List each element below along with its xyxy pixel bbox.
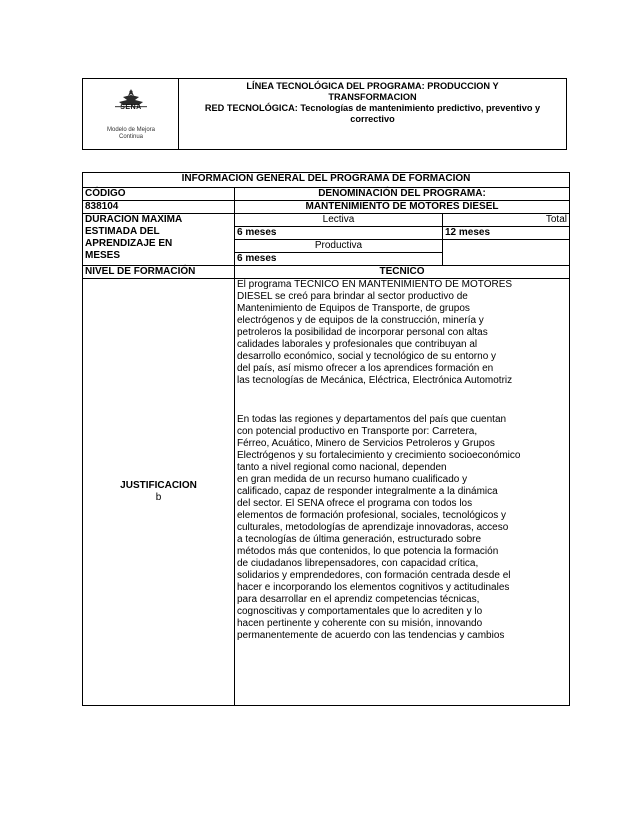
justification-line: culturales, metodologías de aprendizaje innovadoras, acceso [237, 522, 509, 533]
justification-line: a tecnologías de última generación, estructurado sobre [237, 534, 482, 545]
justification-line: hacer e incorporando los elementos cognitivos y actitudinales [237, 582, 510, 593]
sena-logo-icon [95, 87, 167, 117]
justification-line: Mantenimiento de Equipos de Transporte, de grupos [237, 303, 470, 314]
justification-line: métodos más que contenidos, lo que potencia la formación [237, 546, 499, 557]
section-title: INFORMACION GENERAL DEL PROGRAMA DE FORMACION [83, 173, 570, 188]
justification-line: en gran medida de un recurso humano cualificado y [237, 474, 468, 485]
justification-line: permanentemente de acuerdo con las tendencias y cambios [237, 630, 505, 641]
total-value: 12 meses [443, 227, 570, 240]
justification-line: calificado, capaz de responder integralmente a la dinámica [237, 486, 498, 497]
justification-paragraph-1 [237, 279, 567, 387]
paragraph-gap [237, 387, 567, 414]
total-label: Total [443, 214, 570, 227]
duration-label-line-4: MESES [85, 250, 121, 261]
header-line-2: TRANSFORMACION [328, 92, 417, 102]
logo-cell [83, 79, 179, 149]
header-line-4: correctivo [350, 114, 395, 124]
justification-line: Electrógenos y su fortalecimiento y crecimiento socioeconómico [237, 450, 521, 461]
justification-label-cell [83, 279, 235, 706]
code-value: 838104 [83, 201, 235, 214]
justification-text [235, 279, 570, 706]
logo-brand-text: SENA [120, 104, 142, 111]
justification-sub: b [155, 492, 162, 503]
code-label: CÓDIGO [83, 188, 235, 201]
justification-paragraph-2 [237, 414, 567, 642]
justification-line: desarrollo económico, social y tecnológico de su entorno y [237, 351, 497, 362]
productiva-value: 6 meses [235, 253, 443, 266]
justification-line: En todas las regiones y departamentos del país que cuentan [237, 414, 507, 425]
document-header [82, 78, 567, 150]
justification-line: de ciudadanos librepensadores, con capacidad crítica, [237, 558, 479, 569]
header-title [179, 79, 566, 149]
justification-line: del sector. El SENA ofrece el programa con todos los [237, 498, 473, 509]
level-value: TECNICO [235, 266, 570, 279]
duration-label-line-3: APRENDIZAJE EN [85, 238, 173, 249]
total-empty-cell [443, 240, 570, 266]
justification-line: para desarrollar en el aprendiz competencias técnicas, [237, 594, 480, 605]
justification-line: solidarios y emprendedores, con formación centrada desde el [237, 570, 511, 581]
justification-line: Férreo, Acuático, Minero de Servicios Petroleros y Grupos [237, 438, 495, 449]
logo-caption-line2: Continua [118, 134, 144, 140]
lectiva-label: Lectiva [235, 214, 443, 227]
logo-caption-line1: Modelo de Mejora [106, 127, 156, 133]
header-line-1: LÍNEA TECNOLÓGICA DEL PROGRAMA: PRODUCCION Y [246, 81, 499, 91]
duration-label [83, 214, 235, 266]
justification-line: tanto a nivel regional como nacional, dependen [237, 462, 447, 473]
level-label: NIVEL DE FORMACIÓN [83, 266, 235, 279]
program-name-label: DENOMINACIÓN DEL PROGRAMA: [235, 188, 570, 201]
justification-line: elementos de formación profesional, sociales, tecnológicos y [237, 510, 507, 521]
justification-line: petroleros la posibilidad de incorporar personal con altas [237, 327, 488, 338]
justification-line: hacen pertinente y coherente con su misión, innovando [237, 618, 483, 629]
duration-label-line-1: DURACION MAXIMA [85, 214, 183, 225]
productiva-label: Productiva [235, 240, 443, 253]
justification-line: El programa TECNICO EN MANTENIMIENTO DE MOTORES [237, 279, 513, 290]
justification-line: con potencial productivo en Transporte por: Carretera, [237, 426, 478, 437]
justification-line: las tecnologías de Mecánica, Eléctrica, Electrónica Automotriz [237, 375, 513, 386]
justification-line: electrógenos y de equipos de la construcción, minería y [237, 315, 484, 326]
justification-label: JUSTIFICACION [120, 480, 197, 491]
program-info-table [82, 172, 570, 706]
justification-line: DIESEL se creó para brindar al sector productivo de [237, 291, 468, 302]
header-line-3: RED TECNOLÓGICA: Tecnologías de mantenimiento predictivo, preventivo y [204, 103, 541, 113]
justification-line: del país, así mismo ofrecer a los aprendices formación en [237, 363, 494, 374]
program-name-value: MANTENIMIENTO DE MOTORES DIESEL [235, 201, 570, 214]
duration-label-line-2: ESTIMADA DEL [85, 226, 160, 237]
justification-line: calidades laborales y profesionales que contribuyan al [237, 339, 478, 350]
lectiva-value: 6 meses [235, 227, 443, 240]
justification-line: cognoscitivas y comportamentales que lo acrediten y lo [237, 606, 483, 617]
